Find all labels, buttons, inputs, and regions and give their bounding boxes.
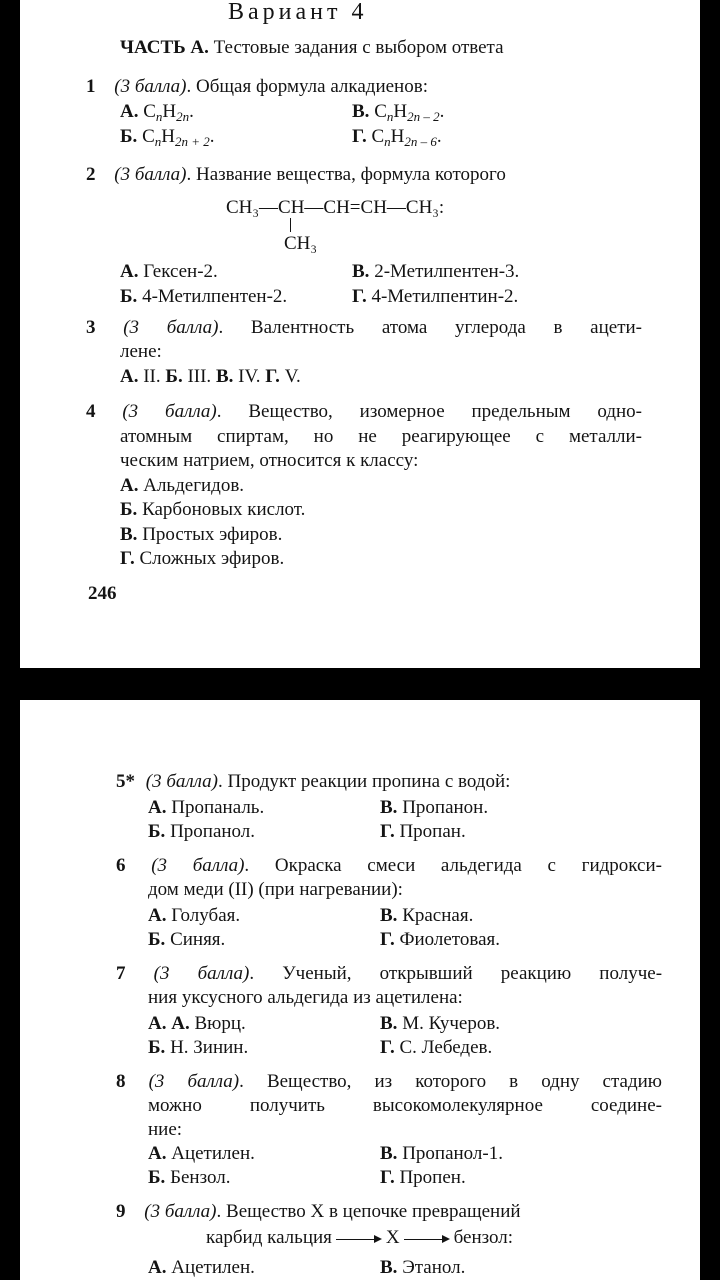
question-text: . Вещество, из которого в одну стадию [239,1071,662,1092]
question-points: (3 балла) [148,1071,240,1092]
answer-g: Г. Фиолетовая. [380,929,500,950]
answer-v: В. Красная. [380,905,474,926]
question-6-line2: дом меди (II) (при нагревании): [148,879,403,900]
question-number: 7 [116,963,126,984]
answer-b: Б. Синяя. [148,929,226,950]
question-number: 3 [86,317,96,338]
question-points: (3 балла) [123,317,219,338]
part-heading [120,36,504,60]
page-246 [20,0,700,668]
chain-start: карбид кальция [206,1227,332,1248]
variant-title: Вариант 4 [228,0,368,25]
answer-b: Б. Карбоновых кислот. [120,499,306,520]
answer-v: В. Пропанон. [380,797,489,818]
question-number: 6 [116,855,126,876]
answer-a: А. $C_nH_{2n}$. [120,101,194,124]
question-text: . Название вещества, формула которого [186,164,506,185]
question-points: (3 балла) [114,164,187,185]
question-number: 4 [86,401,96,422]
question-3-line2: лене: [120,341,162,362]
answer-a: А. Голубая. [148,905,241,926]
answer-v: В. 2-Метилпентен-3. [352,261,520,282]
question-text: . Общая формула алкадиенов: [186,76,428,97]
question-points: (3 балла) [122,401,217,422]
formula-branch-bond [290,218,291,232]
question-text: . Ученый, открывший реакцию получе- [249,963,663,984]
question-points: (3 балла) [145,771,219,792]
question-number: 2 [86,164,96,185]
question-2 [86,163,506,187]
structural-formula: CH₃—CH—CH=CH—CH₃: [226,197,445,218]
part-label: ЧАСТЬ А. [120,37,209,58]
answer-g: Г. Пропан. [380,821,466,842]
reaction-chain [206,1226,513,1250]
question-6 [116,854,662,878]
answer-g: Г. С. Лебедев. [380,1037,493,1058]
answer-a: А. Ацетилен. [148,1143,255,1164]
formula-branch: CH₃ [284,233,318,254]
part-title: Тестовые задания с выбором ответа [208,37,504,58]
question-number: 9 [116,1201,126,1222]
answer-v: В. М. Кучеров. [380,1013,501,1034]
answer-a: А. Альдегидов. [120,475,245,496]
question-points: (3 балла) [144,1201,217,1222]
answer-a: А. Пропаналь. [148,797,265,818]
question-text: . Окраска смеси альдегида с гидрокси- [244,855,662,876]
answer-b: Б. Пропанол. [148,821,256,842]
answer-a: А. Ацетилен. [148,1257,255,1278]
question-text: . Валентность атома углерода в ацети- [218,317,643,338]
answer-v: В. Простых эфиров. [120,524,283,545]
question-number: 1 [86,76,96,97]
answer-v: В. Пропанол-1. [380,1143,503,1164]
answer-v: В. Этанол. [380,1257,466,1278]
answer-b: Б. 4-Метилпентен-2. [120,286,288,307]
question-points: (3 балла) [114,76,187,97]
answer-g: Г. Сложных эфиров. [120,548,285,569]
question-1 [86,75,428,99]
question-4-line3: ческим натрием, относится к классу: [120,450,419,471]
question-3 [86,316,642,340]
question-points: (3 балла) [151,855,245,876]
question-number: 5* [116,771,135,792]
question-8 [116,1070,662,1094]
answer-b: Б. Бензол. [148,1167,231,1188]
question-7 [116,962,662,986]
question-points: (3 балла) [153,963,250,984]
page-number: 246 [88,583,117,604]
reaction-arrow-icon [336,1234,382,1244]
question-4-line2: атомным спиртам, но не реагирующее с металли- [120,426,642,447]
question-text: . Вещество X в цепочке превращений [216,1201,521,1222]
question-text: . Вещество, изомерное предельным одно- [216,401,643,422]
answer-g: Г. Пропен. [380,1167,466,1188]
question-text: . Продукт реакции пропина с водой: [218,771,511,792]
answer-a: А. Гексен-2. [120,261,218,282]
question-5 [116,770,510,794]
answer-a: А. А. Вюрц. [148,1013,246,1034]
page-247 [20,700,700,1280]
answer-g: Г. 4-Метилпентин-2. [352,286,519,307]
question-8-line2: можно получить высокомолекулярное соедине- [148,1095,662,1116]
chain-mid: X [385,1227,400,1248]
question-9 [116,1200,521,1224]
chain-end: бензол: [453,1227,514,1248]
answers-q3: А. II. Б. III. В. IV. Г. V. [120,366,301,387]
question-number: 8 [116,1071,126,1092]
answer-g: Г. $C_nH_{2n - 6}$. [352,126,442,149]
question-8-line3: ние: [148,1119,183,1140]
answer-b: Б. Н. Зинин. [148,1037,249,1058]
question-4 [86,400,642,424]
answer-b: Б. $C_nH_{2n + 2}$. [120,126,215,149]
question-7-line2: ния уксусного альдегида из ацетилена: [148,987,463,1008]
reaction-arrow-icon [404,1234,450,1244]
answer-v: В. $C_nH_{2n - 2}$. [352,101,445,124]
